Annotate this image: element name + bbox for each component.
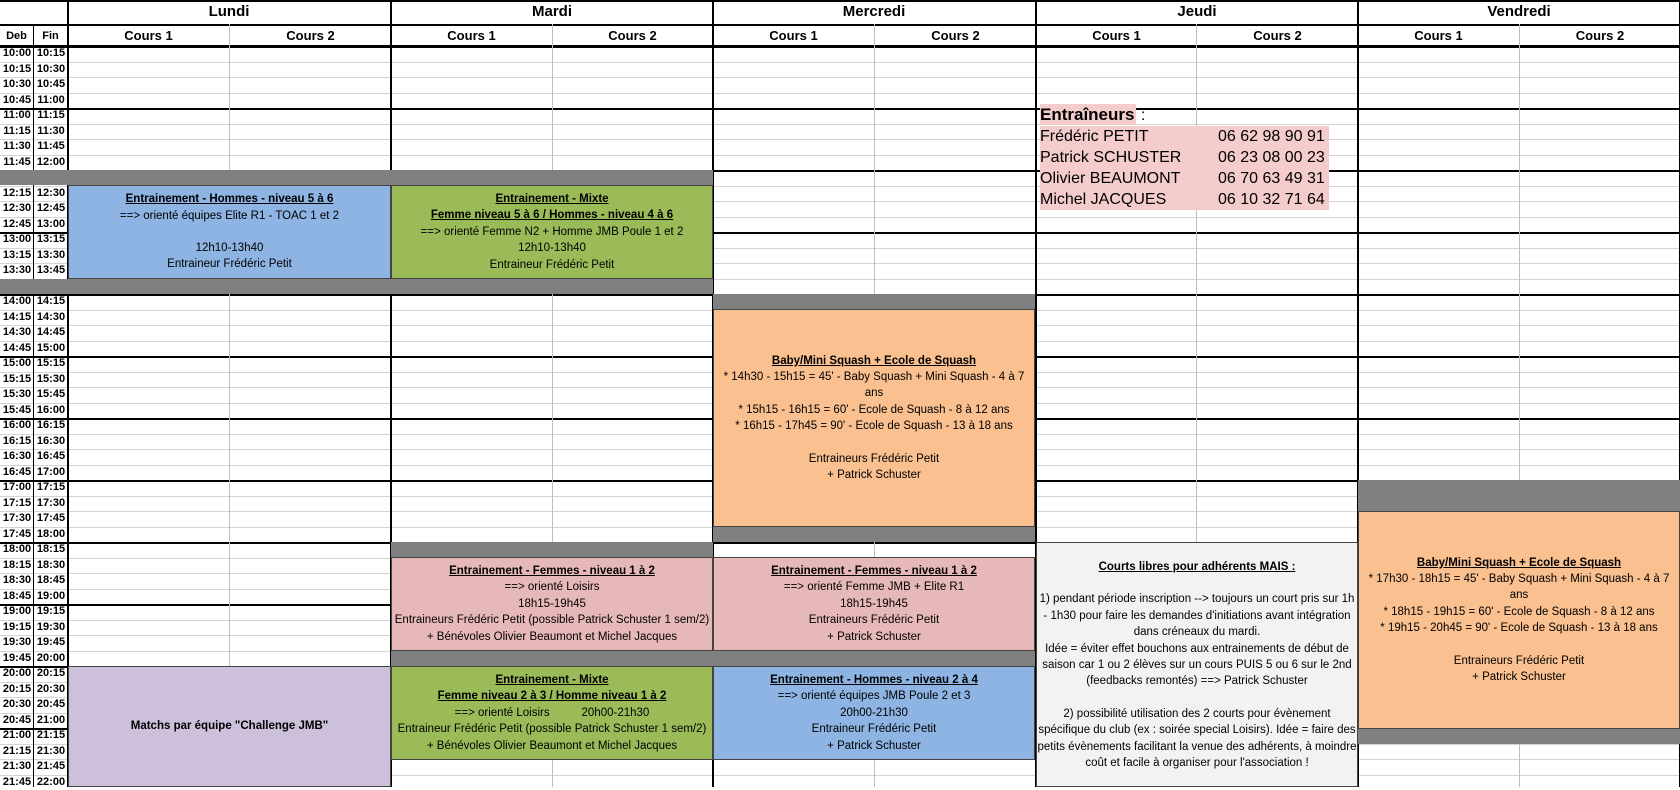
course-header: Cours 2 [1197,27,1358,45]
break-bar [0,279,713,294]
course-header: Cours 1 [1358,27,1519,45]
session-line: Entraineurs Frédéric Petit [1359,653,1679,669]
time-start: 18:30 [0,573,34,589]
session-line: * 16h15 - 17h45 = 90' - Ecole de Squash - 13 à 18 ans [714,418,1034,434]
deb-header: Deb [0,27,33,45]
time-start: 19:00 [0,604,34,620]
time-end: 15:00 [34,341,68,357]
time-start: 11:00 [0,108,34,124]
day-header-jeudi: Jeudi [1036,2,1358,22]
break-bar [0,170,713,185]
time-start: 16:45 [0,465,34,481]
info-paragraph: 1) pendant période inscription --> toujours un court pris sur 1h - 1h30 pour faire les demandes d'initiations avant intégration dans créneaux du mardi. [1037,591,1357,640]
session-title: Entrainement - Mixte [392,672,712,688]
session-subtitle: Femme niveau 2 à 3 / Homme niveau 1 à 2 [392,688,712,704]
time-end: 14:15 [34,294,68,310]
info-title: Courts libres pour adhérents MAIS : [1037,559,1357,575]
time-end: 17:30 [34,496,68,512]
time-end: 12:00 [34,155,68,171]
course-header: Cours 2 [552,27,713,45]
break-bar [1358,480,1680,511]
info-paragraph: 2) possibilité utilisation des 2 courts pour évènement spécifique du club (ex : soirée special Loisirs). Idée = faire des petits évènements facilitant la venue des adhérents, à moindre coût et facile à organiser pour l'association ! [1037,706,1357,772]
break-bar [713,294,1035,309]
time-end: 20:45 [34,697,68,713]
time-start: 17:30 [0,511,34,527]
break-bar [391,651,1035,666]
row-line [0,139,1680,140]
time-start: 12:15 [0,186,34,202]
time-start: 14:30 [0,325,34,341]
time-start: 21:30 [0,759,34,775]
time-start: 10:15 [0,62,34,78]
session-lundi-midi[interactable] [68,185,391,279]
time-end: 22:00 [34,775,68,790]
session-mercredi-soir-1[interactable] [713,557,1035,651]
time-start: 18:15 [0,558,34,574]
time-end: 18:45 [34,573,68,589]
time-end: 11:30 [34,124,68,140]
session-line: Entraineurs Frédéric Petit (possible Patrick Schuster 1 sem/2) [392,612,712,628]
time-start: 20:00 [0,666,34,682]
time-end: 19:00 [34,589,68,605]
time-end: 15:45 [34,387,68,403]
trainers-panel [1040,104,1329,210]
session-mercredi-soir-2[interactable] [713,666,1035,760]
session-line: ==> orienté Loisirs [392,579,712,595]
time-start: 13:15 [0,248,34,264]
time-start: 17:00 [0,480,34,496]
time-end: 16:00 [34,403,68,419]
session-lundi-soir[interactable] [68,666,391,787]
time-end: 17:45 [34,511,68,527]
session-title: Baby/Mini Squash + Ecole de Squash [1359,555,1679,571]
session-line: * 14h30 - 15h15 = 45' - Baby Squash + Mini Squash - 4 à 7 ans [714,369,1034,402]
break-bar [713,527,1035,542]
session-line: Entraineurs Frédéric Petit [714,612,1034,628]
header-line [0,45,1680,47]
time-end: 15:15 [34,356,68,372]
time-end: 19:30 [34,620,68,636]
time-end: 21:30 [34,744,68,760]
time-start: 16:15 [0,434,34,450]
time-end: 13:45 [34,263,68,279]
time-end: 12:30 [34,186,68,202]
time-start: 21:45 [0,775,34,790]
trainer-row [1040,147,1329,168]
time-end: 19:45 [34,635,68,651]
time-end: 20:30 [34,682,68,698]
session-line: * 18h15 - 19h15 = 60' - Ecole de Squash - 8 à 12 ans [1359,604,1679,620]
time-start: 13:00 [0,232,34,248]
session-line: ==> orienté Loisirs 20h00-21h30 [392,705,712,721]
time-end: 21:45 [34,759,68,775]
time-end: 10:45 [34,77,68,93]
trainer-phone: 06 10 32 71 64 [1206,189,1329,210]
time-start: 17:45 [0,527,34,543]
time-start: 10:00 [0,46,34,62]
trainer-phone: 06 62 98 90 91 [1206,126,1329,147]
time-start: 21:15 [0,744,34,760]
time-start: 12:45 [0,217,34,233]
day-header-mardi: Mardi [391,2,713,22]
time-end: 11:15 [34,108,68,124]
session-line: + Patrick Schuster [714,738,1034,754]
session-line: * 19h15 - 20h45 = 90' - Ecole de Squash - 13 à 18 ans [1359,620,1679,636]
session-line: Entraineur Frédéric Petit [392,257,712,273]
course-header: Cours 2 [1520,27,1680,45]
trainers-title-suffix: : [1136,107,1145,124]
header-line [0,24,1680,26]
time-end: 18:00 [34,527,68,543]
time-end: 11:45 [34,139,68,155]
time-start: 16:00 [0,418,34,434]
session-title: Matchs par équipe "Challenge JMB" [69,718,390,734]
course-header: Cours 1 [713,27,874,45]
time-start: 19:45 [0,651,34,667]
session-mardi-midi[interactable] [391,185,713,279]
time-start: 14:45 [0,341,34,357]
course-header: Cours 2 [230,27,391,45]
trainer-name: Olivier BEAUMONT [1040,168,1206,189]
session-line: + Patrick Schuster [1359,669,1679,685]
break-bar [1358,729,1680,744]
time-start: 15:00 [0,356,34,372]
session-line: 12h10-13h40 [69,240,390,256]
time-end: 21:15 [34,728,68,744]
session-title: Entrainement - Femmes - niveau 1 à 2 [392,563,712,579]
course-header: Cours 1 [68,27,229,45]
time-start: 17:15 [0,496,34,512]
session-title: Entrainement - Hommes - niveau 5 à 6 [69,191,390,207]
session-line: + Bénévoles Olivier Beaumont et Michel Jacques [392,629,712,645]
session-line: ==> orienté Femme JMB + Elite R1 [714,579,1034,595]
session-title: Entrainement - Mixte [392,191,712,207]
session-line: ==> orienté équipes Elite R1 - TOAC 1 et 2 [69,208,390,224]
course-header: Cours 1 [1036,27,1197,45]
session-mercredi-aprem[interactable] [713,309,1035,527]
trainer-row [1040,168,1329,189]
info-jeudi-soir [1036,542,1358,787]
time-end: 20:00 [34,651,68,667]
session-title: Entrainement - Femmes - niveau 1 à 2 [714,563,1034,579]
session-line: * 17h30 - 18h15 = 45' - Baby Squash + Mini Squash - 4 à 7 ans [1359,571,1679,604]
time-start: 21:00 [0,728,34,744]
fin-header: Fin [34,27,67,45]
trainer-phone: 06 23 08 00 23 [1206,147,1329,168]
session-title: Entrainement - Hommes - niveau 2 à 4 [714,672,1034,688]
session-line: ==> orienté Femme N2 + Homme JMB Poule 1 et 2 [392,224,712,240]
time-end: 18:15 [34,542,68,558]
session-mardi-soir-2[interactable] [391,666,713,760]
time-start: 15:45 [0,403,34,419]
time-start: 18:00 [0,542,34,558]
course-header: Cours 1 [391,27,552,45]
session-line: 12h10-13h40 [392,240,712,256]
session-line: 20h00-21h30 [714,705,1034,721]
time-end: 13:00 [34,217,68,233]
time-end: 16:15 [34,418,68,434]
session-subtitle: Femme niveau 5 à 6 / Hommes - niveau 4 à 6 [392,207,712,223]
time-start: 16:30 [0,449,34,465]
trainer-phone: 06 70 63 49 31 [1206,168,1329,189]
time-start: 14:00 [0,294,34,310]
time-start: 14:15 [0,310,34,326]
time-start: 11:15 [0,124,34,140]
time-end: 13:30 [34,248,68,264]
row-line [0,62,1680,63]
time-start: 20:45 [0,713,34,729]
time-end: 17:00 [34,465,68,481]
day-header-lundi: Lundi [68,2,390,22]
time-start: 19:30 [0,635,34,651]
time-start: 12:30 [0,201,34,217]
time-end: 21:00 [34,713,68,729]
info-paragraph: Idée = éviter effet bouchons aux entrainements de début de saison car 1 ou 2 élèves sur un cours PUIS 5 ou 6 sur le 2nd (feedbacks remontés) ==> Patrick Schuster [1037,641,1357,690]
trainer-row [1040,189,1329,210]
time-end: 17:15 [34,480,68,496]
session-line: ==> orienté équipes JMB Poule 2 et 3 [714,688,1034,704]
time-end: 10:30 [34,62,68,78]
time-end: 13:15 [34,232,68,248]
time-start: 19:15 [0,620,34,636]
time-end: 19:15 [34,604,68,620]
session-vendredi-soir[interactable] [1358,511,1680,729]
session-line: Entraineur Frédéric Petit [714,721,1034,737]
time-start: 10:30 [0,77,34,93]
session-line: * 15h15 - 16h15 = 60' - Ecole de Squash - 8 à 12 ans [714,402,1034,418]
time-start: 11:45 [0,155,34,171]
time-start: 20:15 [0,682,34,698]
time-end: 15:30 [34,372,68,388]
session-mardi-soir-1[interactable] [391,557,713,651]
course-header: Cours 2 [875,27,1036,45]
time-start: 18:45 [0,589,34,605]
row-line [0,93,1680,94]
time-end: 16:45 [34,449,68,465]
time-end: 20:15 [34,666,68,682]
session-line: + Bénévoles Olivier Beaumont et Michel Jacques [392,738,712,754]
trainer-name: Michel JACQUES [1040,189,1206,210]
row-line [0,108,1680,110]
row-line [0,124,1680,125]
time-start: 13:30 [0,263,34,279]
time-start: 11:30 [0,139,34,155]
break-bar [391,542,713,557]
session-line: 18h15-19h45 [714,596,1034,612]
time-start: 15:30 [0,387,34,403]
time-end: 14:45 [34,325,68,341]
time-end: 10:15 [34,46,68,62]
day-header-mercredi: Mercredi [713,2,1035,22]
row-line [0,155,1680,156]
time-start: 15:15 [0,372,34,388]
session-line: Entraineur Frédéric Petit [69,256,390,272]
time-end: 16:30 [34,434,68,450]
day-header-vendredi: Vendredi [1358,2,1680,22]
session-line: + Patrick Schuster [714,467,1034,483]
session-title: Baby/Mini Squash + Ecole de Squash [714,353,1034,369]
session-line: 18h15-19h45 [392,596,712,612]
time-end: 12:45 [34,201,68,217]
session-line: + Patrick Schuster [714,629,1034,645]
row-line [0,77,1680,78]
trainer-row [1040,126,1329,147]
time-end: 11:00 [34,93,68,109]
time-start: 20:30 [0,697,34,713]
time-start: 10:45 [0,93,34,109]
session-line: Entraineurs Frédéric Petit [714,451,1034,467]
trainers-title: Entraîneurs [1040,104,1136,125]
trainer-name: Patrick SCHUSTER [1040,147,1206,168]
time-end: 14:30 [34,310,68,326]
session-line: Entraineur Frédéric Petit (possible Patrick Schuster 1 sem/2) [392,721,712,737]
time-end: 18:30 [34,558,68,574]
trainer-name: Frédéric PETIT [1040,126,1206,147]
